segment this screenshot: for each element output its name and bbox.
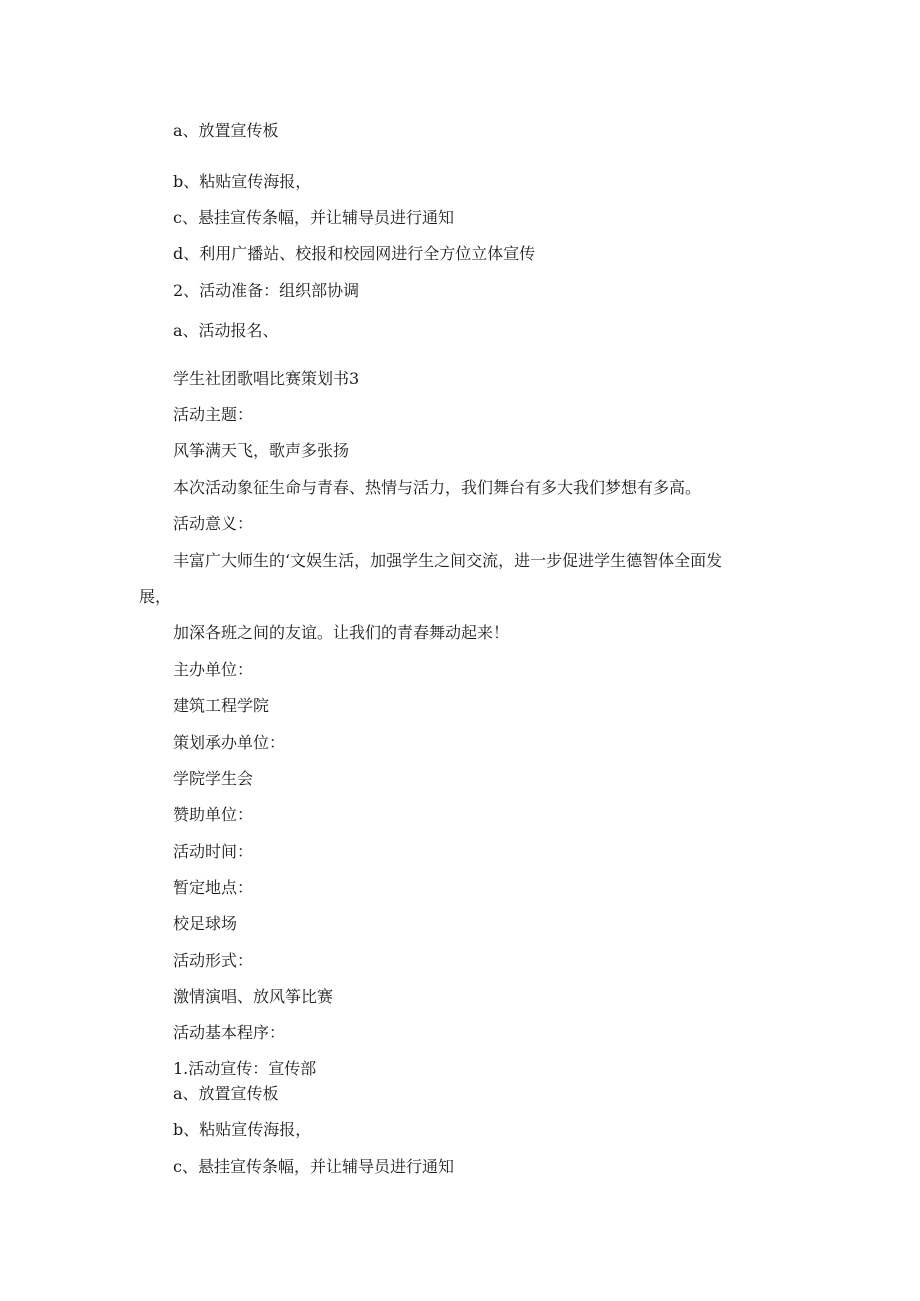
text-line: 主办单位： <box>173 660 254 679</box>
section-title: 学生社团歌唱比赛策划书3 <box>173 369 360 388</box>
text-line: 丰富广大师生的‘文娱生活，加强学生之间交流，进一步促进学生德智体全面发 <box>173 551 723 570</box>
text-line: d、利用广播站、校报和校园网进行全方位立体宣传 <box>173 244 536 263</box>
text-line: c、悬挂宣传条幅，并让辅导员进行通知 <box>173 1157 454 1176</box>
text-line: 校足球场 <box>173 914 238 933</box>
text-line: 活动意义： <box>173 514 254 533</box>
text-line: a、放置宣传板 <box>173 1084 279 1103</box>
text-line: 学院学生会 <box>173 769 254 788</box>
text-line: b、粘贴宣传海报， <box>173 1120 312 1139</box>
text-line: 活动时间： <box>173 842 254 861</box>
text-line: 加深各班之间的友谊。让我们的青春舞动起来！ <box>173 623 510 642</box>
text-line: 暂定地点： <box>173 878 254 897</box>
text-line: b、粘贴宣传海报， <box>173 172 312 191</box>
text-line: 活动主题： <box>173 405 254 424</box>
text-line: 风筝满天飞，歌声多张扬 <box>173 441 350 460</box>
text-line: 活动形式： <box>173 951 254 970</box>
text-line: 2、活动准备：组织部协调 <box>173 281 360 300</box>
text-line: 建筑工程学院 <box>173 696 270 715</box>
text-line: 展， <box>139 587 172 606</box>
text-line: 活动基本程序： <box>173 1023 286 1042</box>
text-line: 激情演唱、放风筝比赛 <box>173 987 334 1006</box>
text-line: 1.活动宣传：宣传部 <box>173 1059 317 1078</box>
text-line: 本次活动象征生命与青春、热情与活力，我们舞台有多大我们梦想有多高。 <box>173 478 702 497</box>
text-line: 赞助单位： <box>173 805 254 824</box>
text-line: a、活动报名、 <box>173 321 279 340</box>
text-line: 策划承办单位： <box>173 733 286 752</box>
text-line: c、悬挂宣传条幅，并让辅导员进行通知 <box>173 208 454 227</box>
text-line: a、放置宣传板 <box>173 121 279 140</box>
